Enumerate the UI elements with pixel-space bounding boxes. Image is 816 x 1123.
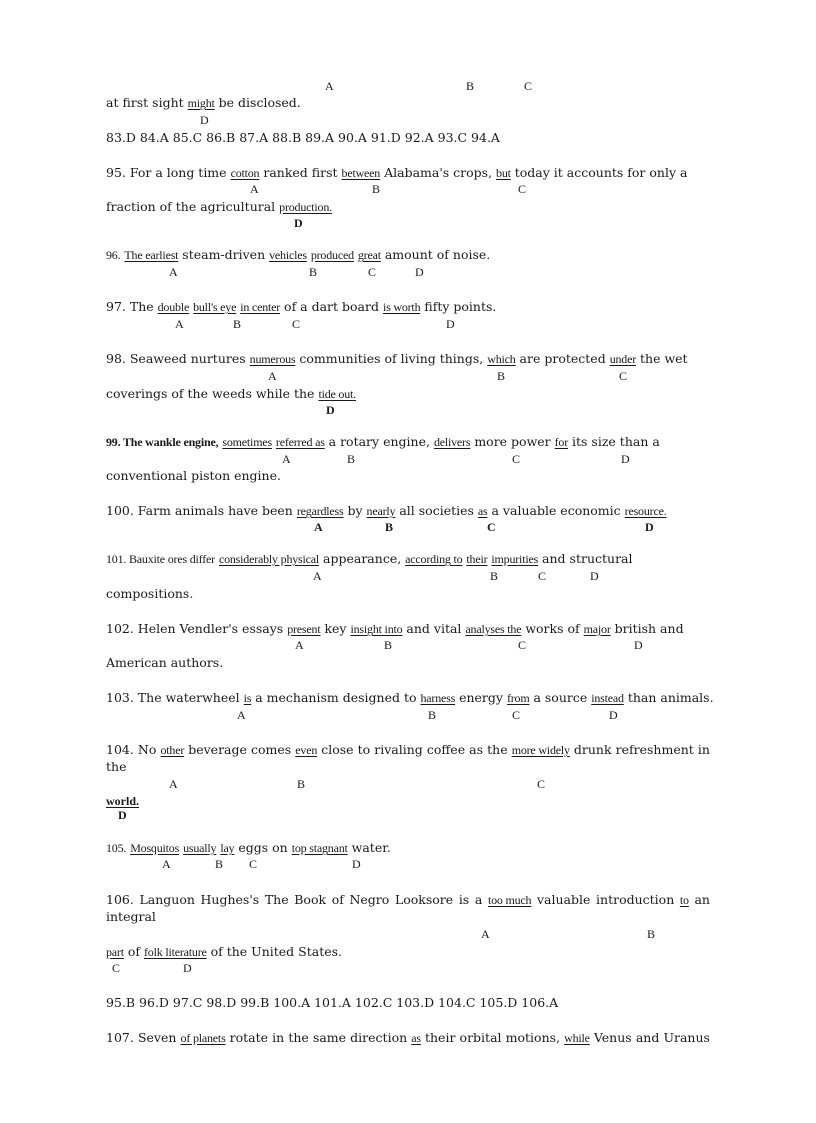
option-letter-b: B — [466, 79, 475, 93]
question-96: 96. The earliest steam-driven vehicles produced great amount of noise. — [106, 247, 491, 262]
option-letter-b: B — [215, 857, 224, 871]
option-letter-b: B — [384, 638, 393, 652]
question-98-line2: coverings of the weeds while the tide out. — [106, 386, 356, 401]
answer-key: 83.D 84.A 85.C 86.B 87.A 88.B 89.A 90.A 91.D 92.A 93.C 94.A — [106, 130, 500, 145]
question-98: 98. Seaweed nurtures numerous communities of living things, which are protected under the wet — [106, 351, 688, 366]
option-letter-d: D — [621, 452, 630, 466]
option-letter-d: D — [200, 113, 209, 127]
option-letter-a: A — [268, 369, 277, 383]
question-102: 102. Helen Vendler's essays present key insight into and vital analyses the works of major british and — [106, 621, 684, 636]
option-letter-a: A — [162, 857, 171, 871]
question-107: 107. Seven of planets rotate in the same direction as their orbital motions, while Venus and Uranus — [106, 1030, 710, 1045]
option-letter-c: C — [487, 520, 496, 534]
question-101: 101. Bauxite ores differ considerably physical appearance, according to their impurities and structural — [106, 551, 633, 566]
option-letter-a: A — [325, 79, 334, 93]
option-letter-d: D — [446, 317, 455, 331]
option-letter-d: D — [590, 569, 599, 583]
question-106: 106. Languon Hughes's The Book of Negro Looksore is a too much valuable introduction to an — [106, 892, 710, 907]
question-95-line2: fraction of the agricultural production. — [106, 199, 332, 214]
option-letter-b: B — [233, 317, 242, 331]
option-letter-d: D — [294, 216, 303, 230]
question-104-line2: the — [106, 759, 127, 774]
option-letter-d: D — [118, 808, 127, 822]
question-106-line3: part of folk literature of the United States. — [106, 944, 343, 959]
option-letter-d: D — [645, 520, 654, 534]
question-106-line2: integral — [106, 909, 156, 924]
option-letter-d: D — [183, 961, 192, 975]
option-letter-d: D — [609, 708, 618, 722]
question-line: at first sight might be disclosed. — [106, 95, 301, 110]
question-97: 97. The double bull's eye in center of a dart board is worth fifty points. — [106, 299, 497, 314]
option-letter-b: B — [372, 182, 381, 196]
underlined-word: world. — [106, 794, 139, 808]
question-105: 105. Mosquitos usually lay eggs on top stagnant water. — [106, 840, 391, 855]
answer-key: 95.B 96.D 97.C 98.D 99.B 100.A 101.A 102.C 103.D 104.C 105.D 106.A — [106, 995, 559, 1010]
option-letter-a: A — [169, 777, 178, 791]
option-letter-a: A — [314, 520, 323, 534]
option-letter-c: C — [368, 265, 377, 279]
option-letter-c: C — [518, 638, 527, 652]
option-letter-a: A — [282, 452, 291, 466]
option-letter-a: A — [175, 317, 184, 331]
option-letter-a: A — [295, 638, 304, 652]
option-letter-c: C — [524, 79, 533, 93]
option-letter-c: C — [249, 857, 258, 871]
option-letter-c: C — [518, 182, 527, 196]
option-letter-b: B — [297, 777, 306, 791]
option-letter-d: D — [352, 857, 361, 871]
question-95: 95. For a long time cotton ranked first between Alabama's crops, but today it accounts for only a — [106, 165, 688, 180]
question-103: 103. The waterwheel is a mechanism designed to harness energy from a source instead than animals. — [106, 690, 714, 705]
question-99: 99. The wankle engine, sometimes referred as a rotary engine, delivers more power for its size than a — [106, 434, 660, 449]
question-101-line2: compositions. — [106, 586, 194, 601]
option-letter-a: A — [481, 927, 490, 941]
option-letter-c: C — [512, 708, 521, 722]
option-letter-b: B — [428, 708, 437, 722]
question-104: 104. No other beverage comes even close to rivaling coffee as the more widely drunk refreshment in — [106, 742, 710, 757]
option-letter-b: B — [490, 569, 499, 583]
option-letter-c: C — [512, 452, 521, 466]
option-letter-c: C — [538, 569, 547, 583]
option-letter-c: C — [537, 777, 546, 791]
option-letter-a: A — [237, 708, 246, 722]
question-102-line2: American authors. — [106, 655, 224, 670]
option-letter-d: D — [415, 265, 424, 279]
option-letter-b: B — [385, 520, 394, 534]
option-letter-b: B — [347, 452, 356, 466]
option-letter-c: C — [112, 961, 121, 975]
option-letter-a: A — [313, 569, 322, 583]
question-99-line2: conventional piston engine. — [106, 468, 281, 483]
option-letter-b: B — [309, 265, 318, 279]
option-letter-c: C — [292, 317, 301, 331]
option-letter-c: C — [619, 369, 628, 383]
option-letter-d: D — [634, 638, 643, 652]
option-letter-b: B — [497, 369, 506, 383]
option-letter-b: B — [647, 927, 656, 941]
option-letter-a: A — [169, 265, 178, 279]
option-letter-a: A — [250, 182, 259, 196]
option-letter-d: D — [326, 403, 335, 417]
question-100: 100. Farm animals have been regardless by nearly all societies as a valuable economic resource. — [106, 503, 667, 518]
